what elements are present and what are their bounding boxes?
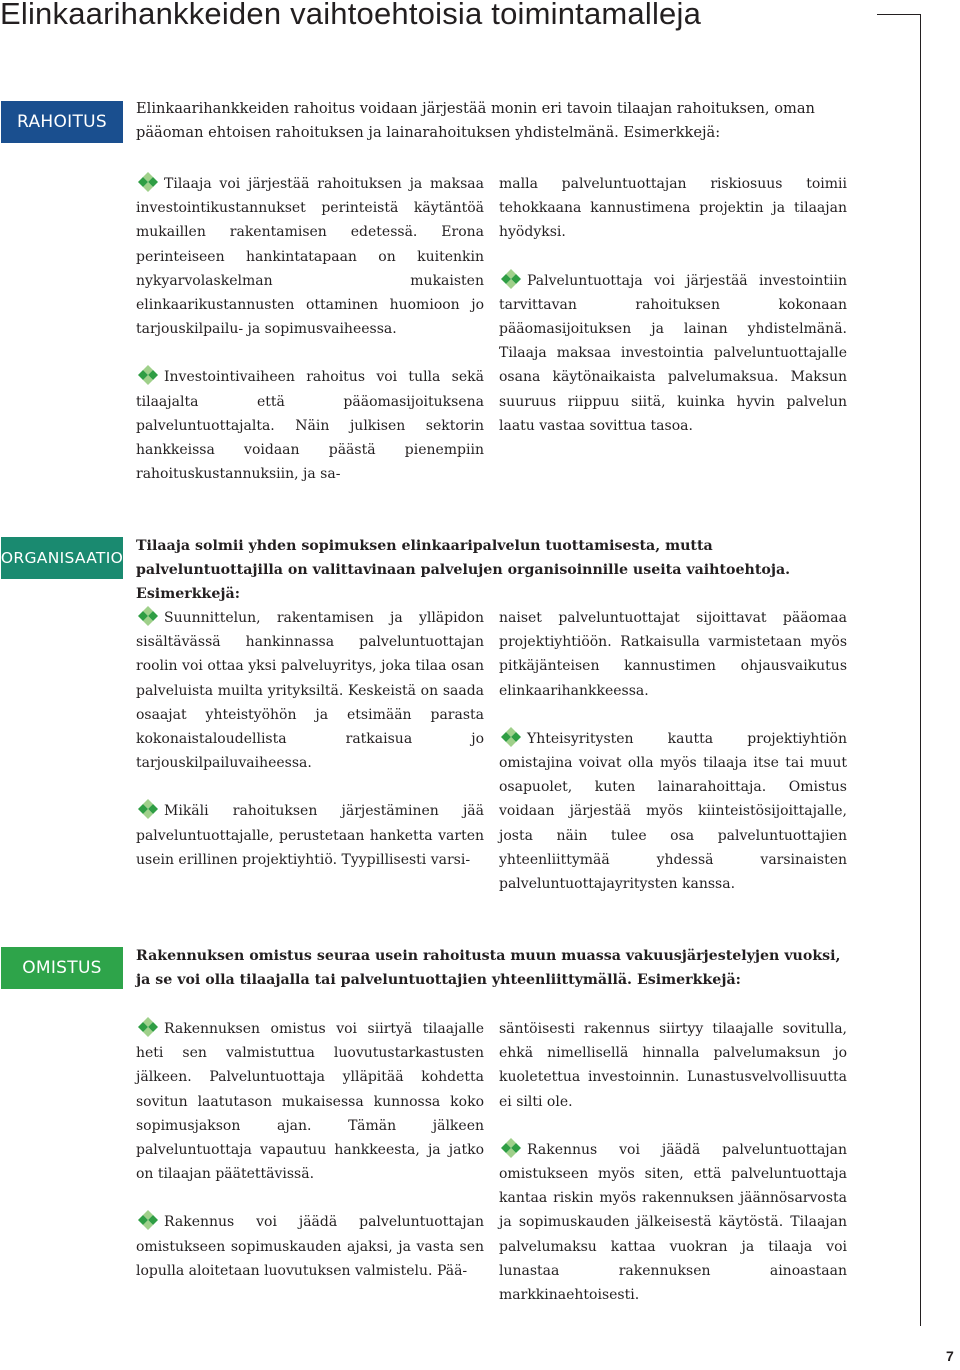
column-left-rahoitus bbox=[136, 172, 484, 510]
section-intro-rahoitus: Elinkaarihankkeiden rahoitus voidaan järjestää monin eri tavoin tilaajan rahoituksen, oman pääoman ehtoisen rahoituksen ja lainarahoituksen yhdistelmänä. Esimerkkejä: bbox=[136, 100, 815, 141]
paragraph-text: Rakennus voi jäädä palveluntuottajan omistukseen myös siten, että palveluntuottaja kantaa riskin myös rakennuksen jäännösarvosta ja sopimuskauden jälkeisestä käytöstä. Tilaajan palvelumaksu kattaa vuokran ja tilaaja voi lunastaa rakennuksen ainoastaan markkinaehtoisesti. bbox=[499, 1141, 847, 1304]
bullet-icon bbox=[501, 1138, 521, 1158]
bullet-icon bbox=[138, 1210, 158, 1230]
paragraph bbox=[136, 606, 484, 775]
page-title: Elinkaarihankkeiden vaihtoehtoisia toimintamalleja bbox=[0, 0, 702, 31]
section-intro-omistus: Rakennuksen omistus seuraa usein rahoitusta muun muassa vakuusjärjestelyjen vuoksi, ja se voi olla tilaajalla tai palveluntuottajien yhteenliittymällä. Esimerkkejä: bbox=[136, 948, 841, 988]
paragraph-text: Rakennuksen omistus voi siirtyä tilaajalle heti sen valmistuttua luovutustarkastusten jälkeen. Palveluntuottaja ylläpitää kohdetta sovitun laatutason mukaisessa kunnossa koko sopimusjakson ajan. Tämän jälkeen palveluntuottaja vapautuu hankkeesta, ja jatko on tilaajan päätettävissä. bbox=[136, 1021, 484, 1183]
paragraph bbox=[499, 269, 847, 438]
paragraph-text: Mikäli rahoituksen järjestäminen jää palveluntuottajalle, perustetaan hanketta varten usein erillinen projektiyhtiö. Tyypillisesti varsi- bbox=[136, 803, 484, 868]
paragraph bbox=[136, 1210, 484, 1283]
paragraph bbox=[136, 172, 484, 341]
paragraph bbox=[499, 172, 847, 245]
paragraph bbox=[136, 799, 484, 872]
column-right-omistus bbox=[499, 1017, 847, 1331]
frame-line-side bbox=[920, 14, 921, 1326]
paragraph bbox=[499, 1017, 847, 1114]
paragraph-text: Palveluntuottaja voi järjestää investointiin tarvittavan rahoituksen kokonaan pääomasijoituksen ja lainan yhdistelmänä. Tilaaja maksaa investointia palveluntuottajalle osana käytönaikaista palvelumaksua. Maksun suuruus riippuu siitä, kuinka hyvin palvelun laatu vastaa sovittua tasoa. bbox=[499, 272, 847, 434]
paragraph-text: säntöisesti rakennus siirtyy tilaajalle sovitulla, ehkä nimellisellä hinnalla palvelumaksun jo kuoletettua investoinnin. Lunastusvelvollisuutta ei silti ole. bbox=[499, 1021, 847, 1110]
section-intro-organisaatio: Tilaaja solmii yhden sopimuksen elinkaaripalvelun tuottamisesta, mutta palveluntuottajilla on valittavinaan palvelujen organisoinnille useita vaihtoehtoja. Esimerkkejä: bbox=[136, 538, 791, 602]
column-left-omistus bbox=[136, 1017, 484, 1307]
bullet-icon bbox=[138, 172, 158, 192]
column-right-rahoitus bbox=[499, 172, 847, 462]
paragraph-text: naiset palveluntuottajat sijoittavat pääomaa projektiyhtiöön. Ratkaisulla varmistetaan myös pitkäjänteisen kannustimen ohjausvaikutus elinkaarihankkeessa. bbox=[499, 610, 847, 699]
bullet-icon bbox=[138, 1017, 158, 1037]
column-right-organisaatio bbox=[499, 606, 847, 920]
section-label-rahoitus: RAHOITUS bbox=[1, 101, 123, 143]
paragraph-text: Yhteisyritysten kautta projektiyhtiön omistajina voivat olla myös tilaaja itse tai muut osapuolet, kuten lainarahoittaja. Omistus voidaan järjestää myös kiinteistösijoittajalle, josta näin tulee osa palveluntuottajien yhteenliittymää yhdessä varsinaisten palveluntuottajayritysten kanssa. bbox=[499, 730, 847, 893]
paragraph bbox=[499, 1138, 847, 1307]
column-left-organisaatio bbox=[136, 606, 484, 896]
page-number: 7 bbox=[946, 1348, 954, 1364]
paragraph bbox=[136, 1017, 484, 1186]
frame-line-top bbox=[877, 14, 921, 15]
paragraph bbox=[499, 727, 847, 896]
paragraph-text: Rakennus voi jäädä palveluntuottajan omistukseen sopimuskauden ajaksi, ja vasta sen lopulla aloitetaan luovutuksen valmistelu. Pää- bbox=[136, 1214, 484, 1279]
section-label-omistus: OMISTUS bbox=[1, 947, 123, 989]
bullet-icon bbox=[501, 727, 521, 747]
paragraph-text: Suunnittelun, rakentamisen ja ylläpidon sisältävässä hankinnassa palveluntuottajan roolin voi ottaa yksi palveluyritys, joka tilaa osan palveluista muilta yrityksiltä. Keskeistä on saada osaajat yhteistyöhön ja etsimään parasta kokonaistaloudellista ratkaisua jo tarjouskilpailuvaiheessa. bbox=[136, 610, 484, 772]
bullet-icon bbox=[138, 606, 158, 626]
paragraph-text: Tilaaja voi järjestää rahoituksen ja maksaa investointikustannukset perinteistä käytäntöä mukaillen rakentamisen edetessä. Erona perinteiseen hankintatapaan on kuitenkin nykyarvolaskelman mukaisten elinkaarikustannusten ottaminen huomioon jo tarjouskilpailu- ja sopimusvaiheessa. bbox=[136, 176, 484, 338]
paragraph-text: Investointivaiheen rahoitus voi tulla sekä tilaajalta että pääomasijoituksena palveluntuottajalta. Näin julkisen sektorin hankkeissa voidaan päästä pienempiin rahoituskustannuksiin, ja sa- bbox=[136, 369, 484, 483]
section-label-organisaatio: ORGANISAATIO bbox=[1, 537, 123, 579]
paragraph bbox=[136, 365, 484, 486]
bullet-icon bbox=[138, 365, 158, 385]
bullet-icon bbox=[138, 799, 158, 819]
paragraph-text: malla palveluntuottajan riskiosuus toimii tehokkaana kannustimena projektin ja tilaajan hyödyksi. bbox=[499, 176, 847, 241]
bullet-icon bbox=[501, 269, 521, 289]
paragraph bbox=[499, 606, 847, 703]
